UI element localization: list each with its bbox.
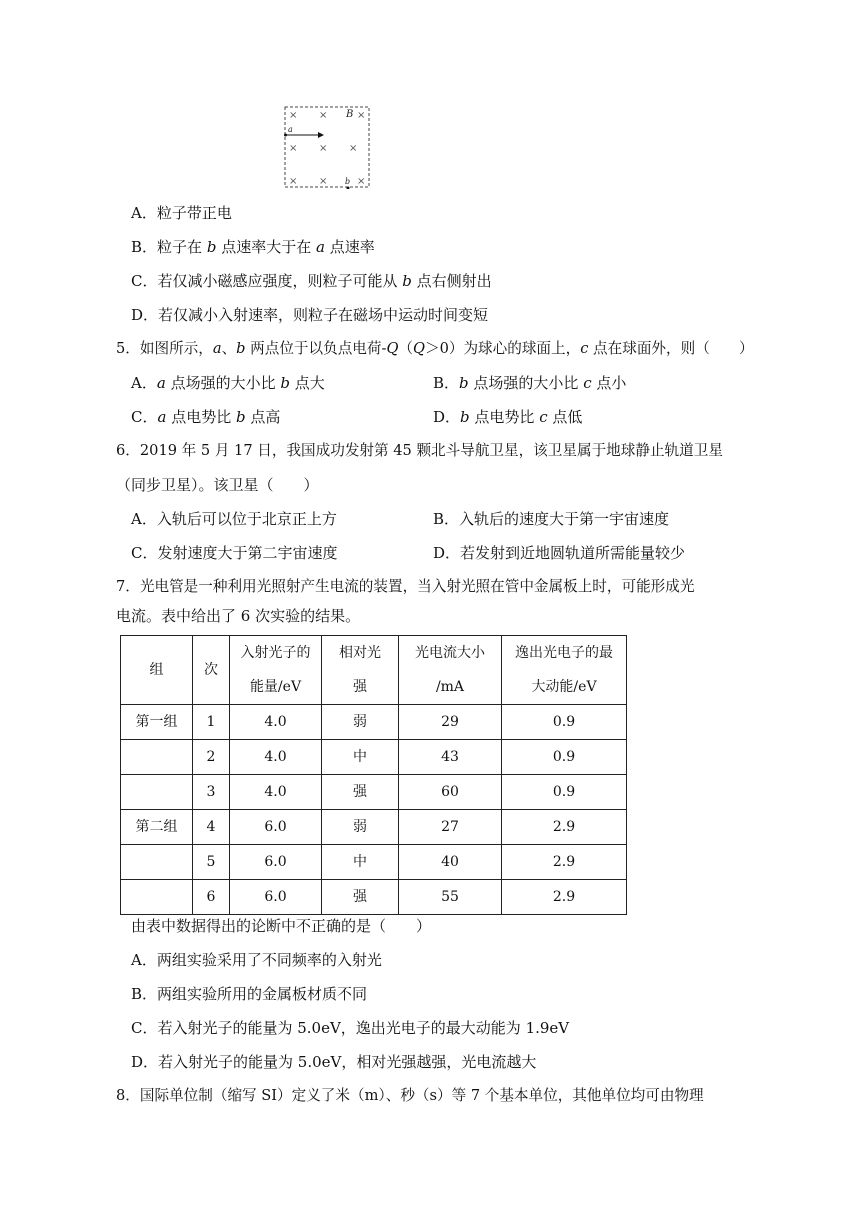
q8-stem-line1: 8．国际单位制（缩写 SI）定义了米（m）、秒（s）等 7 个基本单位，其他单位均可由物理	[116, 1087, 704, 1104]
header-intensity: 相对光 强	[322, 636, 399, 705]
experiment-table	[120, 635, 627, 915]
table-cell: 4.0	[230, 775, 322, 810]
q6-option-a: A．入轨后可以位于北京正上方	[131, 510, 337, 528]
q5-stem: 5．如图所示，a、b 两点位于以负点电荷-Q（Q＞0）为球心的球面上，c 点在球面外，则（ ）	[116, 340, 754, 357]
q7-option-c: C．若入射光子的能量为 5.0eV，逸出光电子的最大动能为 1.9eV	[131, 1019, 570, 1037]
q7-stem-line1: 7．光电管是一种利用光照射产生电流的装置，当入射光照在管中金属板上时，可能形成光	[116, 578, 695, 595]
table-cell: 强	[322, 775, 399, 810]
table-row	[121, 775, 627, 810]
table-cell: 40	[399, 845, 502, 880]
table-cell	[121, 845, 193, 880]
table-cell: 3	[193, 775, 230, 810]
table-cell: 60	[399, 775, 502, 810]
svg-text:×: ×	[357, 110, 366, 121]
q5-option-a: A．a 点场强的大小比 b 点大	[131, 374, 325, 392]
svg-text:×: ×	[319, 176, 328, 187]
table-cell: 1	[193, 705, 230, 740]
q5-option-b: B．b 点场强的大小比 c 点小	[433, 374, 627, 392]
svg-text:×: ×	[357, 176, 366, 187]
label-B: B	[346, 109, 354, 120]
table-cell: 2.9	[502, 810, 627, 845]
table-cell: 弱	[322, 810, 399, 845]
svg-text:×: ×	[289, 110, 298, 121]
q6-stem-line2: （同步卫星）。该卫星（ ）	[116, 476, 319, 494]
table-cell: 4.0	[230, 705, 322, 740]
q4-option-a: A．粒子带正电	[131, 204, 232, 222]
table-row	[121, 845, 627, 880]
table-row	[121, 705, 627, 740]
table-cell: 6	[193, 880, 230, 915]
table-row	[121, 880, 627, 915]
table-cell: 2.9	[502, 880, 627, 915]
field-crosses	[289, 110, 365, 187]
q4-option-b: B．粒子在 b 点速率大于在 a 点速率	[131, 238, 375, 256]
header-photon-energy: 入射光子的 能量/eV	[230, 636, 322, 705]
table-cell	[121, 775, 193, 810]
table-cell: 6.0	[230, 880, 322, 915]
table-cell: 6.0	[230, 810, 322, 845]
table-row	[121, 740, 627, 775]
svg-text:×: ×	[319, 143, 328, 154]
table-cell: 0.9	[502, 705, 627, 740]
table-cell: 27	[399, 810, 502, 845]
table-cell: 强	[322, 880, 399, 915]
q7-question: 由表中数据得出的论断中不正确的是（ ）	[131, 917, 432, 935]
q7-option-d: D．若入射光子的能量为 5.0eV，相对光强越强，光电流越大	[131, 1053, 537, 1071]
table-header-row	[121, 636, 627, 705]
table-cell: 29	[399, 705, 502, 740]
table-cell: 第二组	[121, 810, 193, 845]
table-row	[121, 810, 627, 845]
table-cell: 5	[193, 845, 230, 880]
header-max-kinetic-energy: 逸出光电子的最 大动能/eV	[502, 636, 627, 705]
svg-text:×: ×	[289, 143, 298, 154]
q6-option-d: D．若发射到近地圆轨道所需能量较少	[433, 544, 686, 562]
header-current: 光电流大小 /mA	[399, 636, 502, 705]
table-cell: 2	[193, 740, 230, 775]
table-cell: 中	[322, 740, 399, 775]
table-cell: 43	[399, 740, 502, 775]
table-cell: 0.9	[502, 775, 627, 810]
q4-option-d: D．若仅减小入射速率，则粒子在磁场中运动时间变短	[131, 306, 489, 324]
q7-option-a: A．两组实验采用了不同频率的入射光	[131, 951, 382, 969]
table-cell: 4.0	[230, 740, 322, 775]
table-cell: 2.9	[502, 845, 627, 880]
q4-option-c: C．若仅减小磁感应强度，则粒子可能从 b 点右侧射出	[131, 272, 492, 290]
table-cell: 弱	[322, 705, 399, 740]
table-cell: 4	[193, 810, 230, 845]
q7-option-b: B．两组实验所用的金属板材质不同	[131, 985, 368, 1003]
table-cell: 55	[399, 880, 502, 915]
q6-stem-line1: 6．2019 年 5 月 17 日，我国成功发射第 45 颗北斗导航卫星，该卫星属于地球静止轨道卫星	[116, 442, 723, 459]
svg-text:×: ×	[349, 143, 358, 154]
q6-option-b: B．入轨后的速度大于第一宇宙速度	[433, 510, 670, 528]
q5-option-d: D．b 点电势比 c 点低	[433, 408, 583, 426]
table-cell: 0.9	[502, 740, 627, 775]
header-group: 组	[121, 636, 193, 705]
label-a: a	[288, 125, 293, 134]
q6-option-c: C．发射速度大于第二宇宙速度	[131, 544, 338, 562]
q5-option-c: C．a 点电势比 b 点高	[131, 408, 281, 426]
table-cell: 第一组	[121, 705, 193, 740]
table-cell: 6.0	[230, 845, 322, 880]
svg-text:×: ×	[289, 176, 298, 187]
svg-text:×: ×	[319, 110, 328, 121]
q7-stem-line2: 电流。表中给出了 6 次实验的结果。	[116, 607, 361, 625]
magnetic-field-figure	[284, 106, 370, 189]
table-cell	[121, 880, 193, 915]
header-trial: 次	[193, 636, 230, 705]
table-cell	[121, 740, 193, 775]
table-cell: 中	[322, 845, 399, 880]
arrow-head-icon	[318, 132, 324, 138]
label-b: b	[345, 177, 351, 186]
